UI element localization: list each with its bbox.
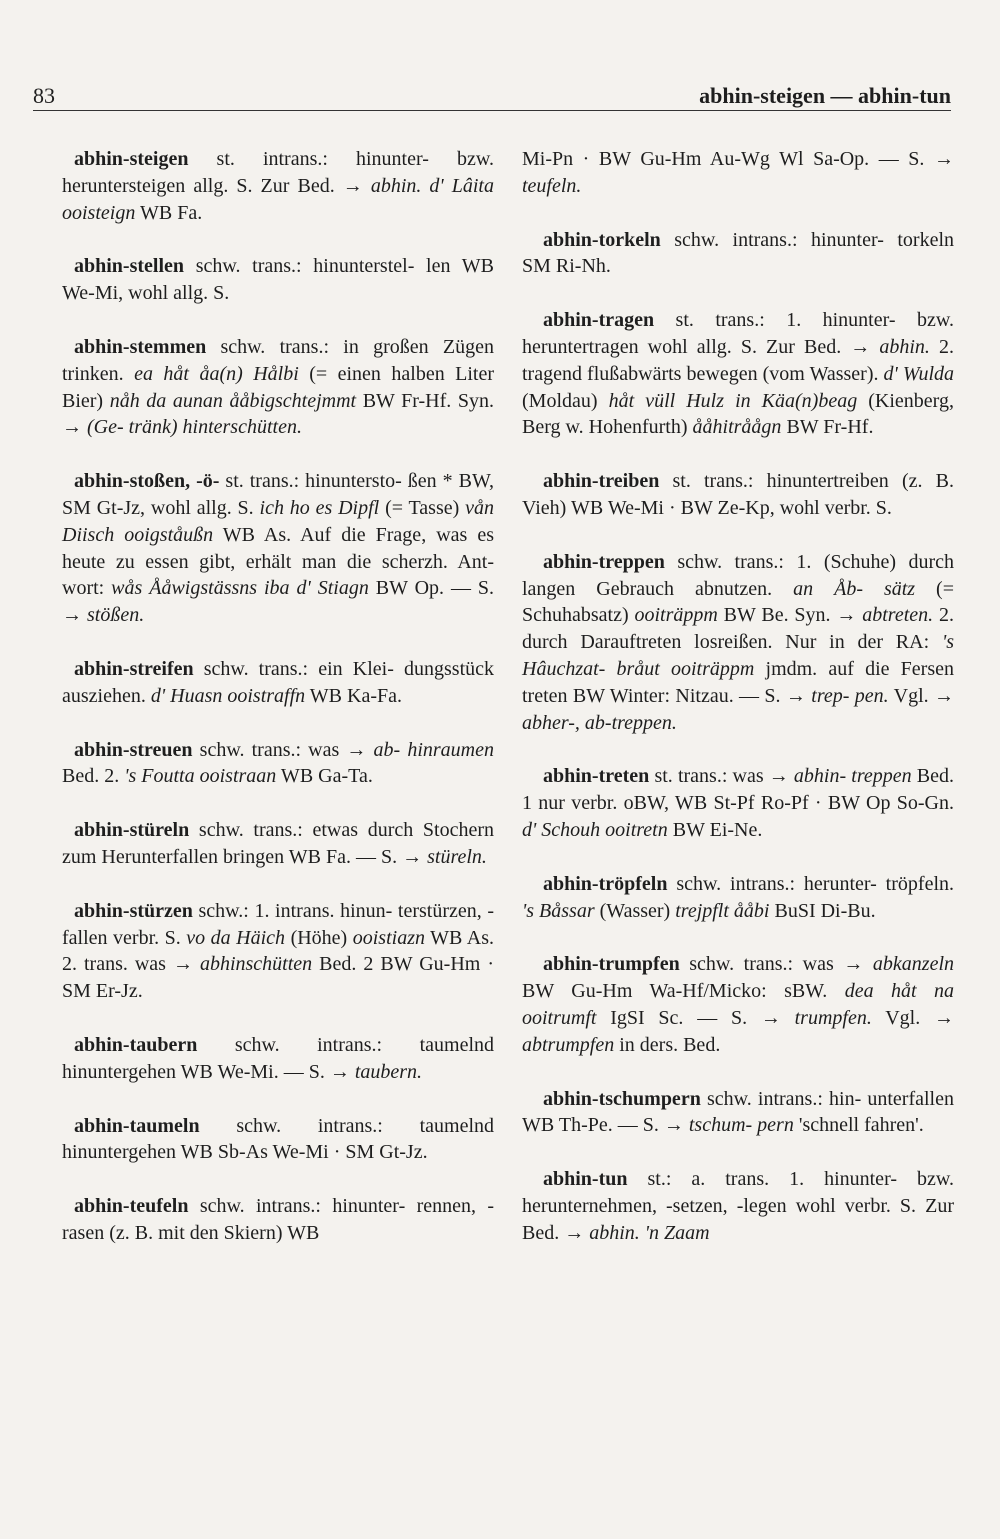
entry-example: d' Huasn ooistraffn	[150, 684, 306, 707]
entry-text: (= Schuhabsatz)	[522, 577, 954, 627]
entry-example: teufeln.	[522, 174, 582, 197]
dictionary-entry	[522, 549, 954, 737]
entry-text: (= Tasse)	[379, 496, 466, 519]
entry-example: ooistiazn	[352, 926, 425, 949]
entry-headword: abhin-steigen	[74, 148, 189, 170]
entry-text: (Kienberg, Berg w. Hohenfurth)	[522, 389, 954, 439]
entry-text: Bed. 2 BW Gu-Hm · SM Er-Jz.	[62, 953, 494, 1003]
entry-headword: abhin-tragen	[543, 309, 655, 332]
entry-example: ååhitråågn	[692, 416, 782, 439]
entry-example: 's Båssar	[522, 899, 595, 922]
entry-example: 's Foutta ooistraan	[124, 765, 277, 788]
dictionary-entry	[522, 146, 954, 200]
entry-text: Vgl. →	[871, 1006, 954, 1029]
dictionary-entry	[62, 656, 494, 710]
entry-text: WB Ga-Ta.	[276, 765, 373, 788]
entry-example: 's Hâuchzat- bråut ooiträppm	[522, 631, 954, 680]
entry-text: WB As. 2. trans. was →	[62, 926, 494, 976]
entry-text: Bed. 2.	[62, 765, 125, 788]
entry-text: schw. intrans.: herunter- tröpfeln.	[667, 872, 954, 895]
entry-text: BuSI Di-Bu.	[769, 899, 876, 922]
entry-text: WB Fa.	[135, 201, 203, 224]
dictionary-entry	[62, 817, 494, 871]
entry-text: BW Ei-Ne.	[667, 818, 763, 841]
entry-example: wås Ååwigstässns iba d' Stiagn	[111, 577, 369, 600]
entry-text: st. intrans.: hinunter- bzw. heruntersteigen allg. S. Zur Bed. →	[62, 148, 494, 197]
entry-text: schw. trans.: was →	[192, 738, 374, 761]
dictionary-entry	[62, 898, 494, 1005]
entry-text: schw. intrans.: hin- unterfallen WB Th-Pe. — S. →	[522, 1087, 954, 1137]
entry-example: taubern.	[354, 1060, 423, 1083]
entry-text: BW Fr-Hf.	[781, 416, 874, 439]
entry-headword: abhin-taubern	[74, 1033, 198, 1056]
entry-example: d' Wulda	[883, 362, 954, 385]
entry-headword: abhin-treiben	[543, 470, 660, 493]
entry-headword: abhin-treppen	[543, 550, 665, 573]
entry-text: BW Be. Syn. →	[717, 604, 863, 627]
dictionary-entry	[522, 468, 954, 522]
entry-text: BW Gu-Hm Wa-Hf/Micko: sBW.	[522, 980, 845, 1003]
left-column	[62, 146, 494, 1274]
entry-example: abhin. d' Lâita ooisteign	[62, 174, 494, 224]
entry-example: stüreln.	[427, 845, 487, 868]
entry-headword: abhin-torkeln	[543, 228, 661, 251]
dictionary-entry	[522, 227, 954, 281]
dictionary-entry	[62, 146, 494, 226]
entry-text: st.: a. trans. 1. hinunter- bzw. herunternehmen, -setzen, -legen wohl verbr. S. Zur Bed. →	[522, 1168, 954, 1244]
entry-example: abhin. 'n Zaam	[589, 1221, 710, 1244]
entry-headword: abhin-streifen	[74, 657, 194, 680]
entry-example: abher-, ab-treppen.	[522, 711, 677, 734]
entry-text: (Wasser)	[594, 899, 676, 922]
entry-text: schw. trans.: hinunterstel- len WB We-Mi, wohl allg. S.	[62, 255, 494, 305]
entry-text: schw. trans.: etwas durch Stochern zum Herunterfallen bringen WB Fa. — S. →	[62, 819, 494, 868]
entry-example: vån Diisch ooigståußn	[62, 496, 495, 546]
entry-text: schw. intrans.: hinunter- torkeln SM Ri-Nh.	[522, 228, 954, 278]
entry-text: Vgl. →	[888, 684, 954, 707]
header-rule	[33, 110, 951, 111]
entry-headword: abhin-treten	[543, 765, 650, 788]
entry-text: in ders. Bed.	[614, 1033, 721, 1056]
entry-example: an Åb- sätz	[793, 577, 916, 600]
entry-text: Bed. 1 nur verbr. oBW, WB St-Pf Ro-Pf · BW Op So-Gn.	[522, 765, 954, 815]
entry-text: (Höhe)	[285, 926, 353, 949]
dictionary-entry	[522, 763, 954, 843]
entry-headword: abhin-stüreln	[74, 819, 190, 842]
entry-text: WB As. Auf die Frage, was es heute zu essen gibt, erhält man die scherzh. Ant- wort:	[62, 523, 494, 600]
entry-text: (Moldau)	[522, 389, 609, 412]
entry-example: ea håt åa(n) Hålbi	[134, 362, 299, 385]
dictionary-entry	[62, 1032, 494, 1086]
dictionary-entry	[522, 871, 954, 925]
entry-example: abtrumpfen	[522, 1033, 615, 1056]
entry-text: schw. trans.: in großen Zügen trinken.	[62, 335, 494, 385]
page-number: 83	[33, 83, 55, 108]
entry-example: stößen.	[87, 604, 145, 627]
entry-text: st. trans.: hinuntersto- ßen * BW, SM Gt-Jz, wohl allg. S.	[62, 470, 494, 519]
entry-text: Mi-Pn · BW Gu-Hm Au-Wg Wl Sa-Op. — S. →	[522, 148, 954, 170]
right-column	[522, 146, 954, 1274]
entry-text: st. trans.: hinuntertreiben (z. B. Vieh) WB We-Mi · BW Ze-Kp, wohl verbr. S.	[522, 470, 954, 519]
dictionary-entry	[62, 1113, 494, 1167]
entry-text: st. trans.: 1. hinunter- bzw. heruntertragen wohl allg. S. Zur Bed. →	[522, 309, 954, 358]
entry-example: håt vüll Hulz in Käa(n)beag	[608, 389, 858, 412]
entry-example: ich ho es Dipfl	[259, 496, 380, 519]
entry-headword: abhin-trumpfen	[543, 953, 680, 976]
dictionary-entry	[62, 253, 494, 307]
dictionary-entry	[62, 468, 494, 629]
entry-example: dea håt na ooitrumft	[522, 980, 955, 1029]
entry-example: nåh da aunan ååbigschtejmmt	[109, 389, 357, 412]
dictionary-entry	[522, 951, 954, 1058]
dictionary-entry	[522, 1166, 954, 1246]
entry-text: schw. intrans.: taumelnd hinuntergehen WB We-Mi. — S. →	[62, 1033, 494, 1083]
entry-example: trep- pen.	[811, 684, 889, 707]
entry-text: schw. trans.: 1. (Schuhe) durch langen Gebrauch abnutzen.	[522, 550, 954, 600]
entry-text: st. trans.: was →	[649, 765, 794, 788]
entry-example: abhinschütten	[199, 953, 313, 976]
entry-headword: abhin-stellen	[74, 255, 185, 278]
page-header	[33, 83, 951, 113]
entry-text: schw. trans.: was →	[679, 953, 873, 976]
entry-text: schw. intrans.: taumelnd hinuntergehen WB Sb-As We-Mi · SM Gt-Jz.	[62, 1114, 494, 1164]
entry-text: IgSI Sc. — S. →	[596, 1006, 795, 1029]
entry-text: BW Fr-Hf. Syn. →	[62, 389, 495, 439]
entry-example: vo da Häich	[186, 926, 286, 949]
entry-text: BW Op. — S. →	[62, 577, 495, 627]
entry-example: ab- hinraumen	[373, 738, 494, 761]
entry-example: tschum- pern	[688, 1114, 794, 1137]
entry-headword: abhin-taumeln	[74, 1114, 200, 1137]
entry-headword: abhin-teufeln	[74, 1195, 189, 1218]
entry-headword: abhin-stürzen	[74, 899, 193, 922]
entry-text: (= einen halben Liter Bier)	[62, 362, 495, 412]
dictionary-entry	[62, 1193, 494, 1247]
entry-text: schw.: 1. intrans. hinun- terstürzen, -fallen verbr. S.	[62, 899, 494, 949]
entry-example: trejpflt ååbi	[675, 899, 770, 922]
entry-text: 2. tragend flußabwärts bewegen (vom Wasser).	[522, 335, 954, 385]
entry-example: trumpfen.	[794, 1006, 872, 1029]
entry-headword: abhin-tun	[543, 1168, 628, 1191]
entry-text: jmdm. auf die Fersen treten BW Winter: Nitzau. — S. →	[522, 657, 954, 707]
dictionary-entry	[522, 1086, 954, 1140]
entry-headword: abhin-tschumpern	[543, 1087, 701, 1110]
entry-example: abhin- treppen	[793, 765, 912, 788]
entry-example: d' Schouh ooitretn	[522, 818, 668, 841]
entry-headword: abhin-tröpfeln	[543, 872, 668, 895]
entry-text: schw. intrans.: hinunter- rennen, -rasen (z. B. mit den Skiern) WB	[62, 1195, 494, 1244]
entry-text: schw. trans.: ein Klei- dungsstück ausziehen.	[62, 657, 494, 707]
entry-headword: abhin-stemmen	[74, 335, 207, 358]
dictionary-entry	[522, 307, 954, 441]
entry-headword: abhin-streuen	[74, 738, 193, 761]
entry-example: abtreten.	[862, 604, 934, 627]
entry-example: abhin.	[879, 335, 930, 358]
entry-text: 'schnell fahren'.	[793, 1114, 924, 1137]
entry-text: 2. durch Darauftreten losreißen. Nur in der RA:	[522, 604, 954, 654]
entry-example: abkanzeln	[872, 953, 954, 976]
entry-text: WB Ka-Fa.	[305, 684, 402, 707]
dictionary-entry	[62, 334, 494, 441]
entry-headword: abhin-stoßen, -ö-	[74, 470, 220, 493]
dictionary-entry	[62, 737, 494, 791]
entry-example: ooiträppm	[634, 604, 718, 627]
running-head: abhin-steigen — abhin-tun	[699, 83, 951, 108]
entry-example: (Ge- tränk) hinterschütten.	[87, 416, 302, 439]
